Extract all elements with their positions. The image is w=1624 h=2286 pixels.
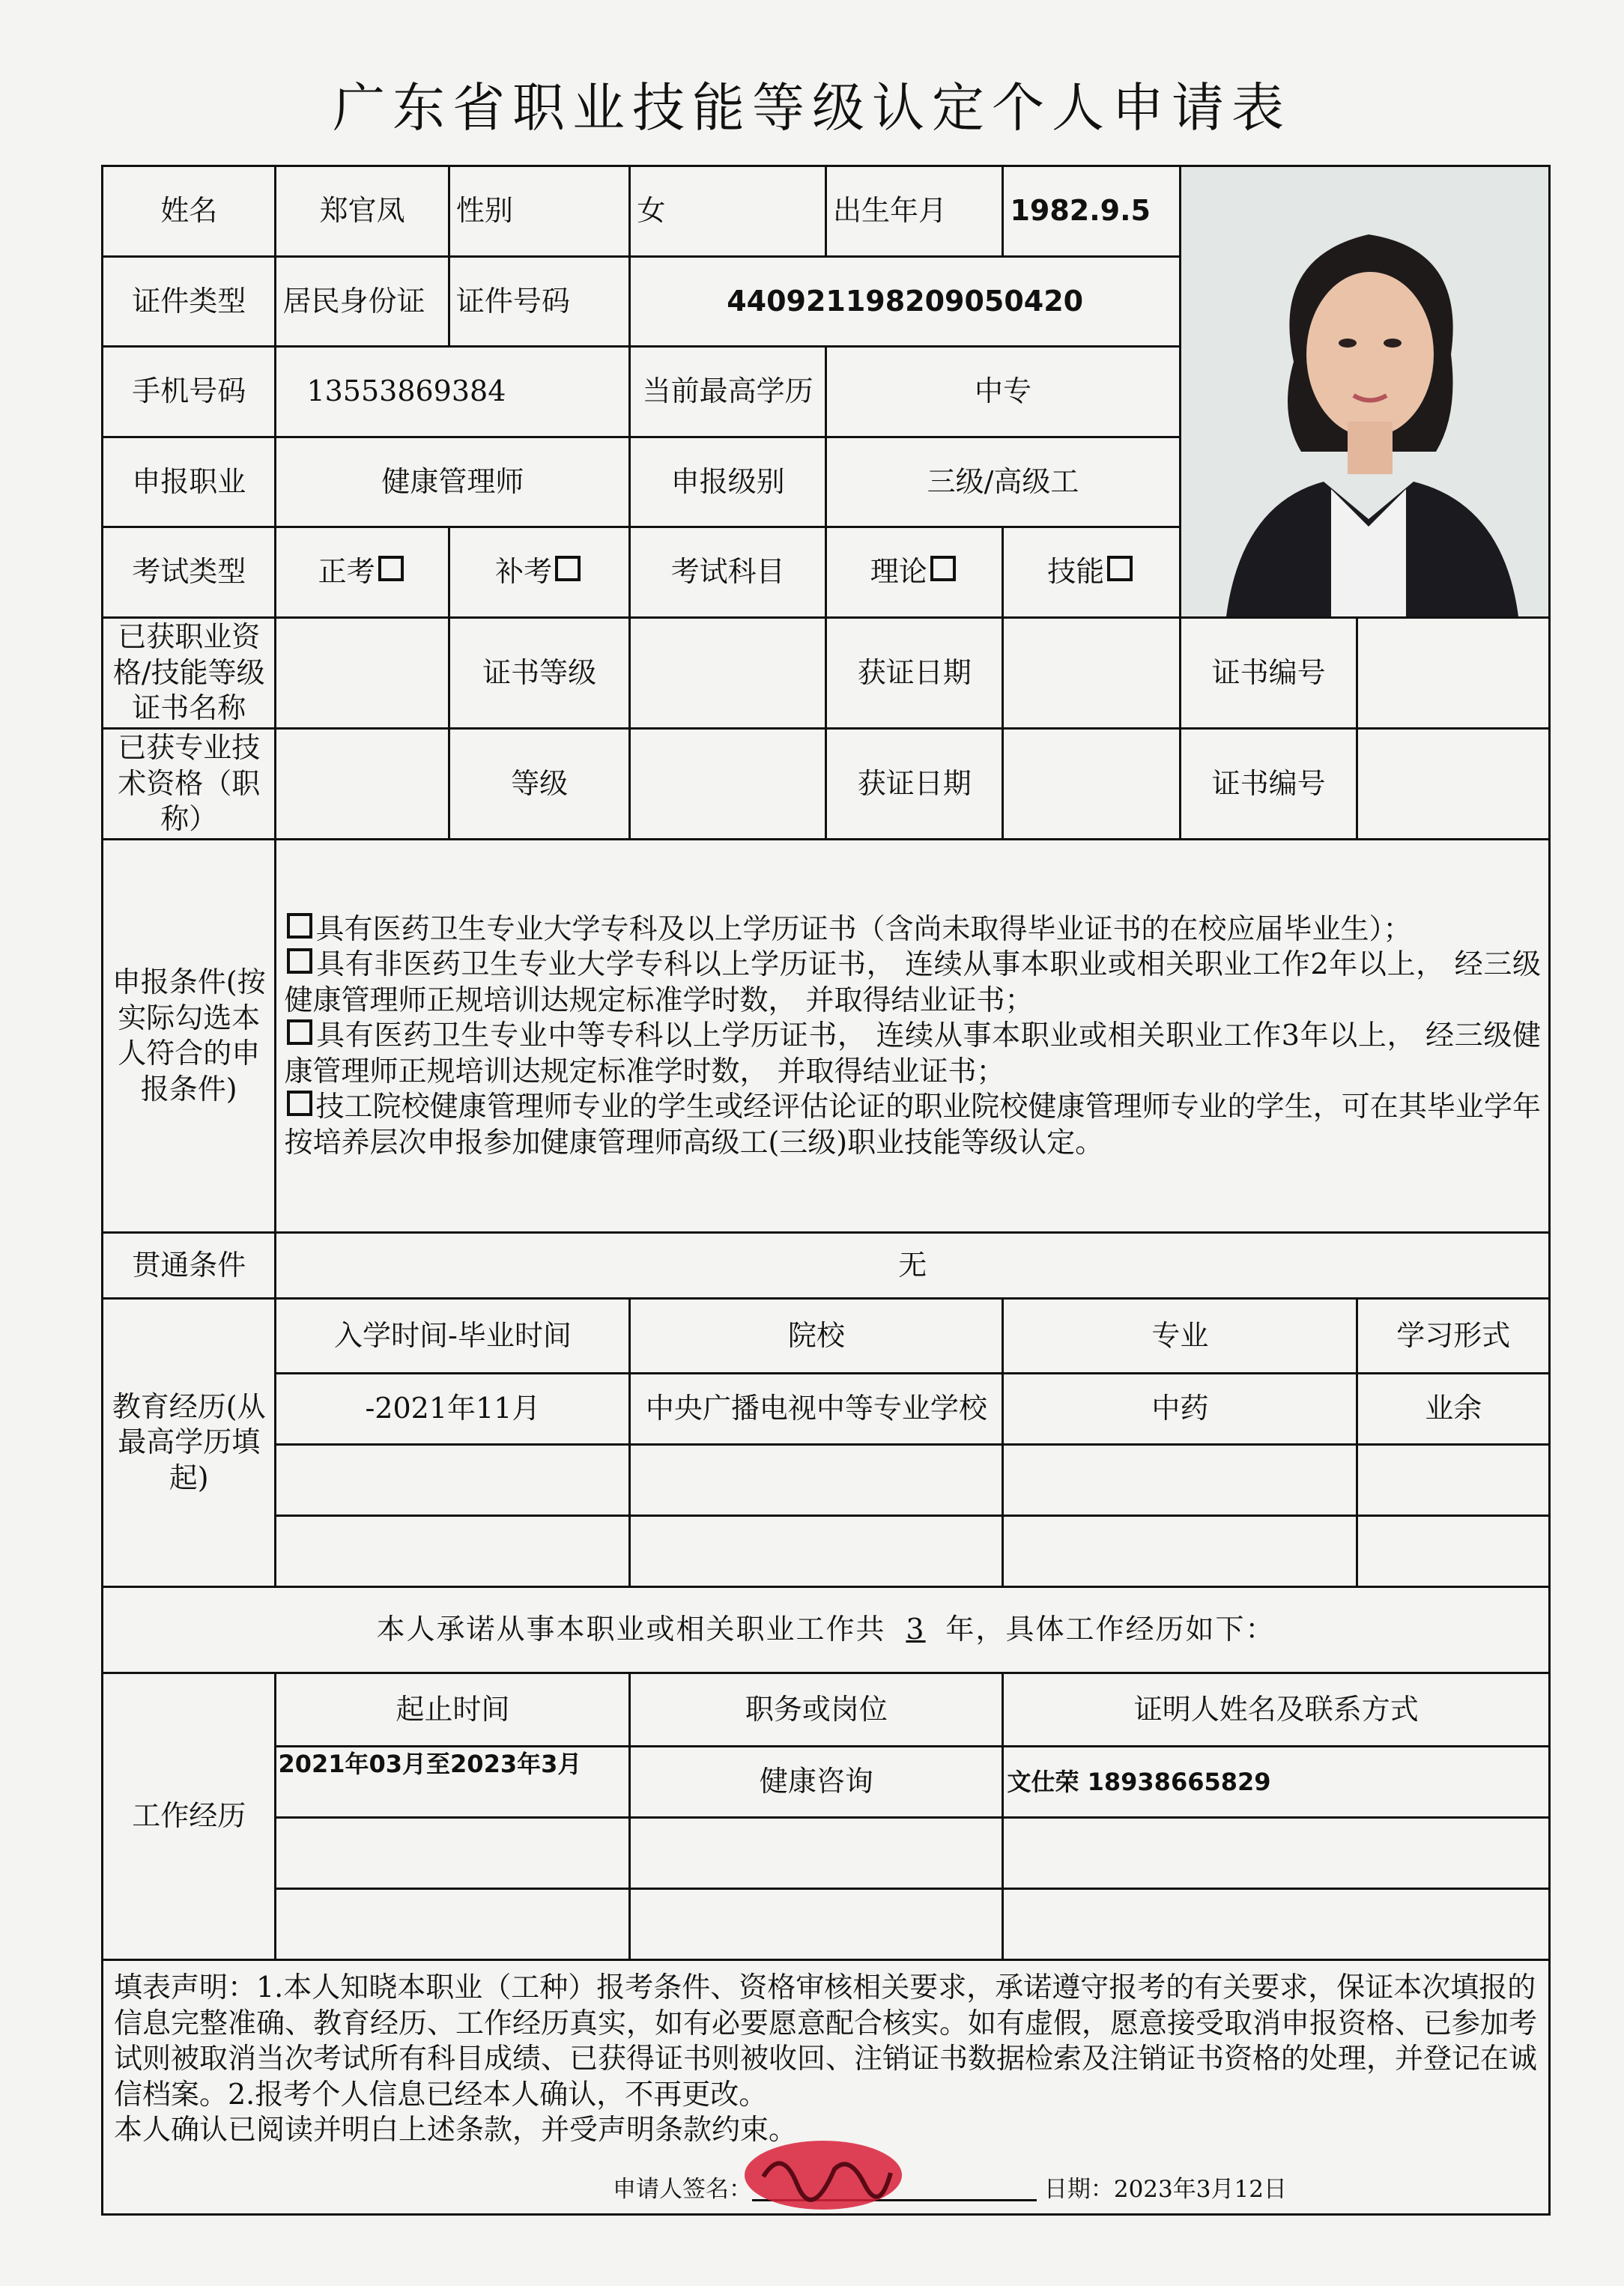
qual-name-label: 已获职业资格/技能等级证书名称 [103, 618, 276, 729]
signature-line [613, 2175, 1287, 2204]
photo-cell [1180, 166, 1549, 618]
position-value: 健康咨询 [630, 1747, 1003, 1818]
study-form-header: 学习形式 [1357, 1299, 1550, 1374]
edu-empty-cell [630, 1445, 1003, 1516]
school-header: 院校 [630, 1299, 1003, 1374]
tech-cert-no-value [1357, 729, 1550, 840]
edu-history-label: 教育经历(从最高学历填起) [103, 1299, 276, 1587]
sign-label: 申请人签名： [613, 2176, 752, 2204]
cert-no-label: 证书编号 [1180, 618, 1357, 729]
portrait-image [1181, 167, 1550, 616]
id-type-value: 居民身份证 [276, 256, 449, 347]
phone-value: 13553869384 [276, 347, 630, 437]
promise-years: 3 [906, 1613, 926, 1646]
edu-empty-cell [1003, 1445, 1357, 1516]
date-value: 2023年3月12日 [1113, 2176, 1287, 2204]
major-header: 专业 [1003, 1299, 1357, 1374]
promise-suffix: 年，具体工作经历如下： [945, 1613, 1276, 1646]
birth-label: 出生年月 [826, 166, 1003, 257]
gender-value: 女 [630, 166, 826, 257]
theory-option [826, 527, 1003, 618]
edu-empty-cell [276, 1445, 630, 1516]
edu-empty-cell [630, 1516, 1003, 1587]
declaration-confirm: 本人确认已阅读并明白上述条款，并受声明条款约束。 [114, 2113, 798, 2146]
position-header: 职务或岗位 [630, 1673, 1003, 1747]
work-empty-cell [276, 1889, 630, 1960]
work-promise [103, 1587, 1550, 1673]
id-type-label: 证件类型 [103, 256, 276, 347]
work-empty-cell [1003, 1889, 1550, 1960]
study-form-value: 业余 [1357, 1374, 1550, 1445]
grade-value [630, 729, 826, 840]
tech-qual-value [276, 729, 449, 840]
cert-date-label: 获证日期 [826, 618, 1003, 729]
conditions-list [276, 840, 1550, 1233]
id-number-label: 证件号码 [449, 256, 630, 347]
witness-value: 文仕荣 18938665829 [1003, 1747, 1550, 1818]
promise-prefix: 本人承诺从事本职业或相关职业工作共 [376, 1613, 886, 1646]
regular-checkbox[interactable] [378, 556, 404, 581]
work-empty-cell [1003, 1818, 1550, 1889]
skill-checkbox[interactable] [1107, 556, 1133, 581]
application-form [101, 165, 1551, 2216]
id-number-value: 440921198209050420 [630, 256, 1181, 347]
name-value: 郑官凤 [276, 166, 449, 257]
occupation-label: 申报职业 [103, 437, 276, 527]
condition-checkbox[interactable] [287, 1019, 312, 1045]
edu-period-header: 入学时间-毕业时间 [276, 1299, 630, 1374]
cert-date-value [1003, 618, 1180, 729]
qual-name-value [276, 618, 449, 729]
condition-checkbox[interactable] [287, 948, 312, 974]
tech-qual-label: 已获专业技术资格（职称） [103, 729, 276, 840]
condition-item: 具有医药卫生专业中等专科以上学历证书， 连续从事本职业或相关职业工作3年以上， 经三级健康管理师正规培训达规定标准学时数， 并取得结业证书； [284, 1019, 1541, 1088]
cert-level-value [630, 618, 826, 729]
name-label: 姓名 [103, 166, 276, 257]
condition-item: 具有非医药卫生专业大学专科以上学历证书， 连续从事本职业或相关职业工作2年以上， 经三级健康管理师正规培训达规定标准学时数， 并取得结业证书； [284, 948, 1541, 1016]
conditions-label: 申报条件(按实际勾选本人符合的申报条件) [103, 840, 276, 1233]
makeup-checkbox[interactable] [555, 556, 581, 581]
skill-option [1003, 527, 1180, 618]
exam-type-label: 考试类型 [103, 527, 276, 618]
work-empty-cell [630, 1889, 1003, 1960]
work-period-header: 起止时间 [276, 1673, 630, 1747]
cert-level-label: 证书等级 [449, 618, 630, 729]
edu-period-value: -2021年11月 [276, 1374, 630, 1445]
level-value: 三级/高级工 [826, 437, 1181, 527]
birth-value: 1982.9.5 [1003, 166, 1180, 257]
edu-empty-cell [1357, 1445, 1550, 1516]
cert-no-value [1357, 618, 1550, 729]
page-title: 广东省职业技能等级认定个人申请表 [333, 77, 1291, 139]
regular-exam-option [276, 527, 449, 618]
phone-label: 手机号码 [103, 347, 276, 437]
signature-seal [737, 2132, 909, 2214]
gender-label: 性别 [449, 166, 630, 257]
school-value: 中央广播电视中等专业学校 [630, 1374, 1003, 1445]
theory-label: 理论 [870, 555, 927, 589]
education-value: 中专 [826, 347, 1181, 437]
declaration-text: 填表声明：1.本人知晓本职业（工种）报考条件、资格审核相关要求，承诺遵守报考的有关要求，保证本次填报的信息完整准确、教育经历、工作经历真实，如有必要愿意配合核实。如有虚假，愿意接受取消申报资格、已参加考试则被取消当次考试所有科目成绩、已获得证书则被收回、注销证书数据检索及注销证书资格的处理，并登记在诚信档案。2.报考个人信息已经本人确认，不再更改。 [114, 1971, 1538, 2111]
makeup-label: 补考 [495, 555, 553, 589]
edu-empty-cell [1357, 1516, 1550, 1587]
edu-empty-cell [276, 1516, 630, 1587]
condition-checkbox[interactable] [287, 1091, 312, 1116]
work-empty-cell [276, 1818, 630, 1889]
theory-checkbox[interactable] [930, 556, 956, 581]
work-period-value: 2021年03月至2023年3月 [276, 1747, 630, 1818]
skill-label: 技能 [1047, 555, 1105, 589]
tech-cert-no-label: 证书编号 [1180, 729, 1357, 840]
tech-cert-date-label: 获证日期 [826, 729, 1003, 840]
applicant-photo [1181, 167, 1550, 616]
level-label: 申报级别 [630, 437, 826, 527]
condition-item: 具有医药卫生专业大学专科及以上学历证书（含尚未取得毕业证书的在校应届毕业生）； [284, 912, 1541, 948]
subjects-label: 考试科目 [630, 527, 826, 618]
declaration [103, 1960, 1550, 2215]
condition-item: 技工院校健康管理师专业的学生或经评估论证的职业院校健康管理师专业的学生，可在其毕业学年按培养层次申报参加健康管理师高级工(三级)职业技能等级认定。 [284, 1090, 1541, 1159]
signature-field[interactable] [752, 2177, 1037, 2201]
witness-header: 证明人姓名及联系方式 [1003, 1673, 1550, 1747]
regular-label: 正考 [318, 555, 375, 589]
work-empty-cell [630, 1818, 1003, 1889]
tech-cert-date-value [1003, 729, 1180, 840]
major-value: 中药 [1003, 1374, 1357, 1445]
makeup-exam-option [449, 527, 630, 618]
grade-label: 等级 [449, 729, 630, 840]
edu-empty-cell [1003, 1516, 1357, 1587]
through-label: 贯通条件 [103, 1233, 276, 1299]
education-label: 当前最高学历 [630, 347, 826, 437]
condition-checkbox[interactable] [287, 913, 312, 939]
occupation-value: 健康管理师 [276, 437, 630, 527]
work-history-label: 工作经历 [103, 1673, 276, 1960]
date-label: 日期： [1043, 2176, 1114, 2204]
through-value: 无 [276, 1233, 1550, 1299]
